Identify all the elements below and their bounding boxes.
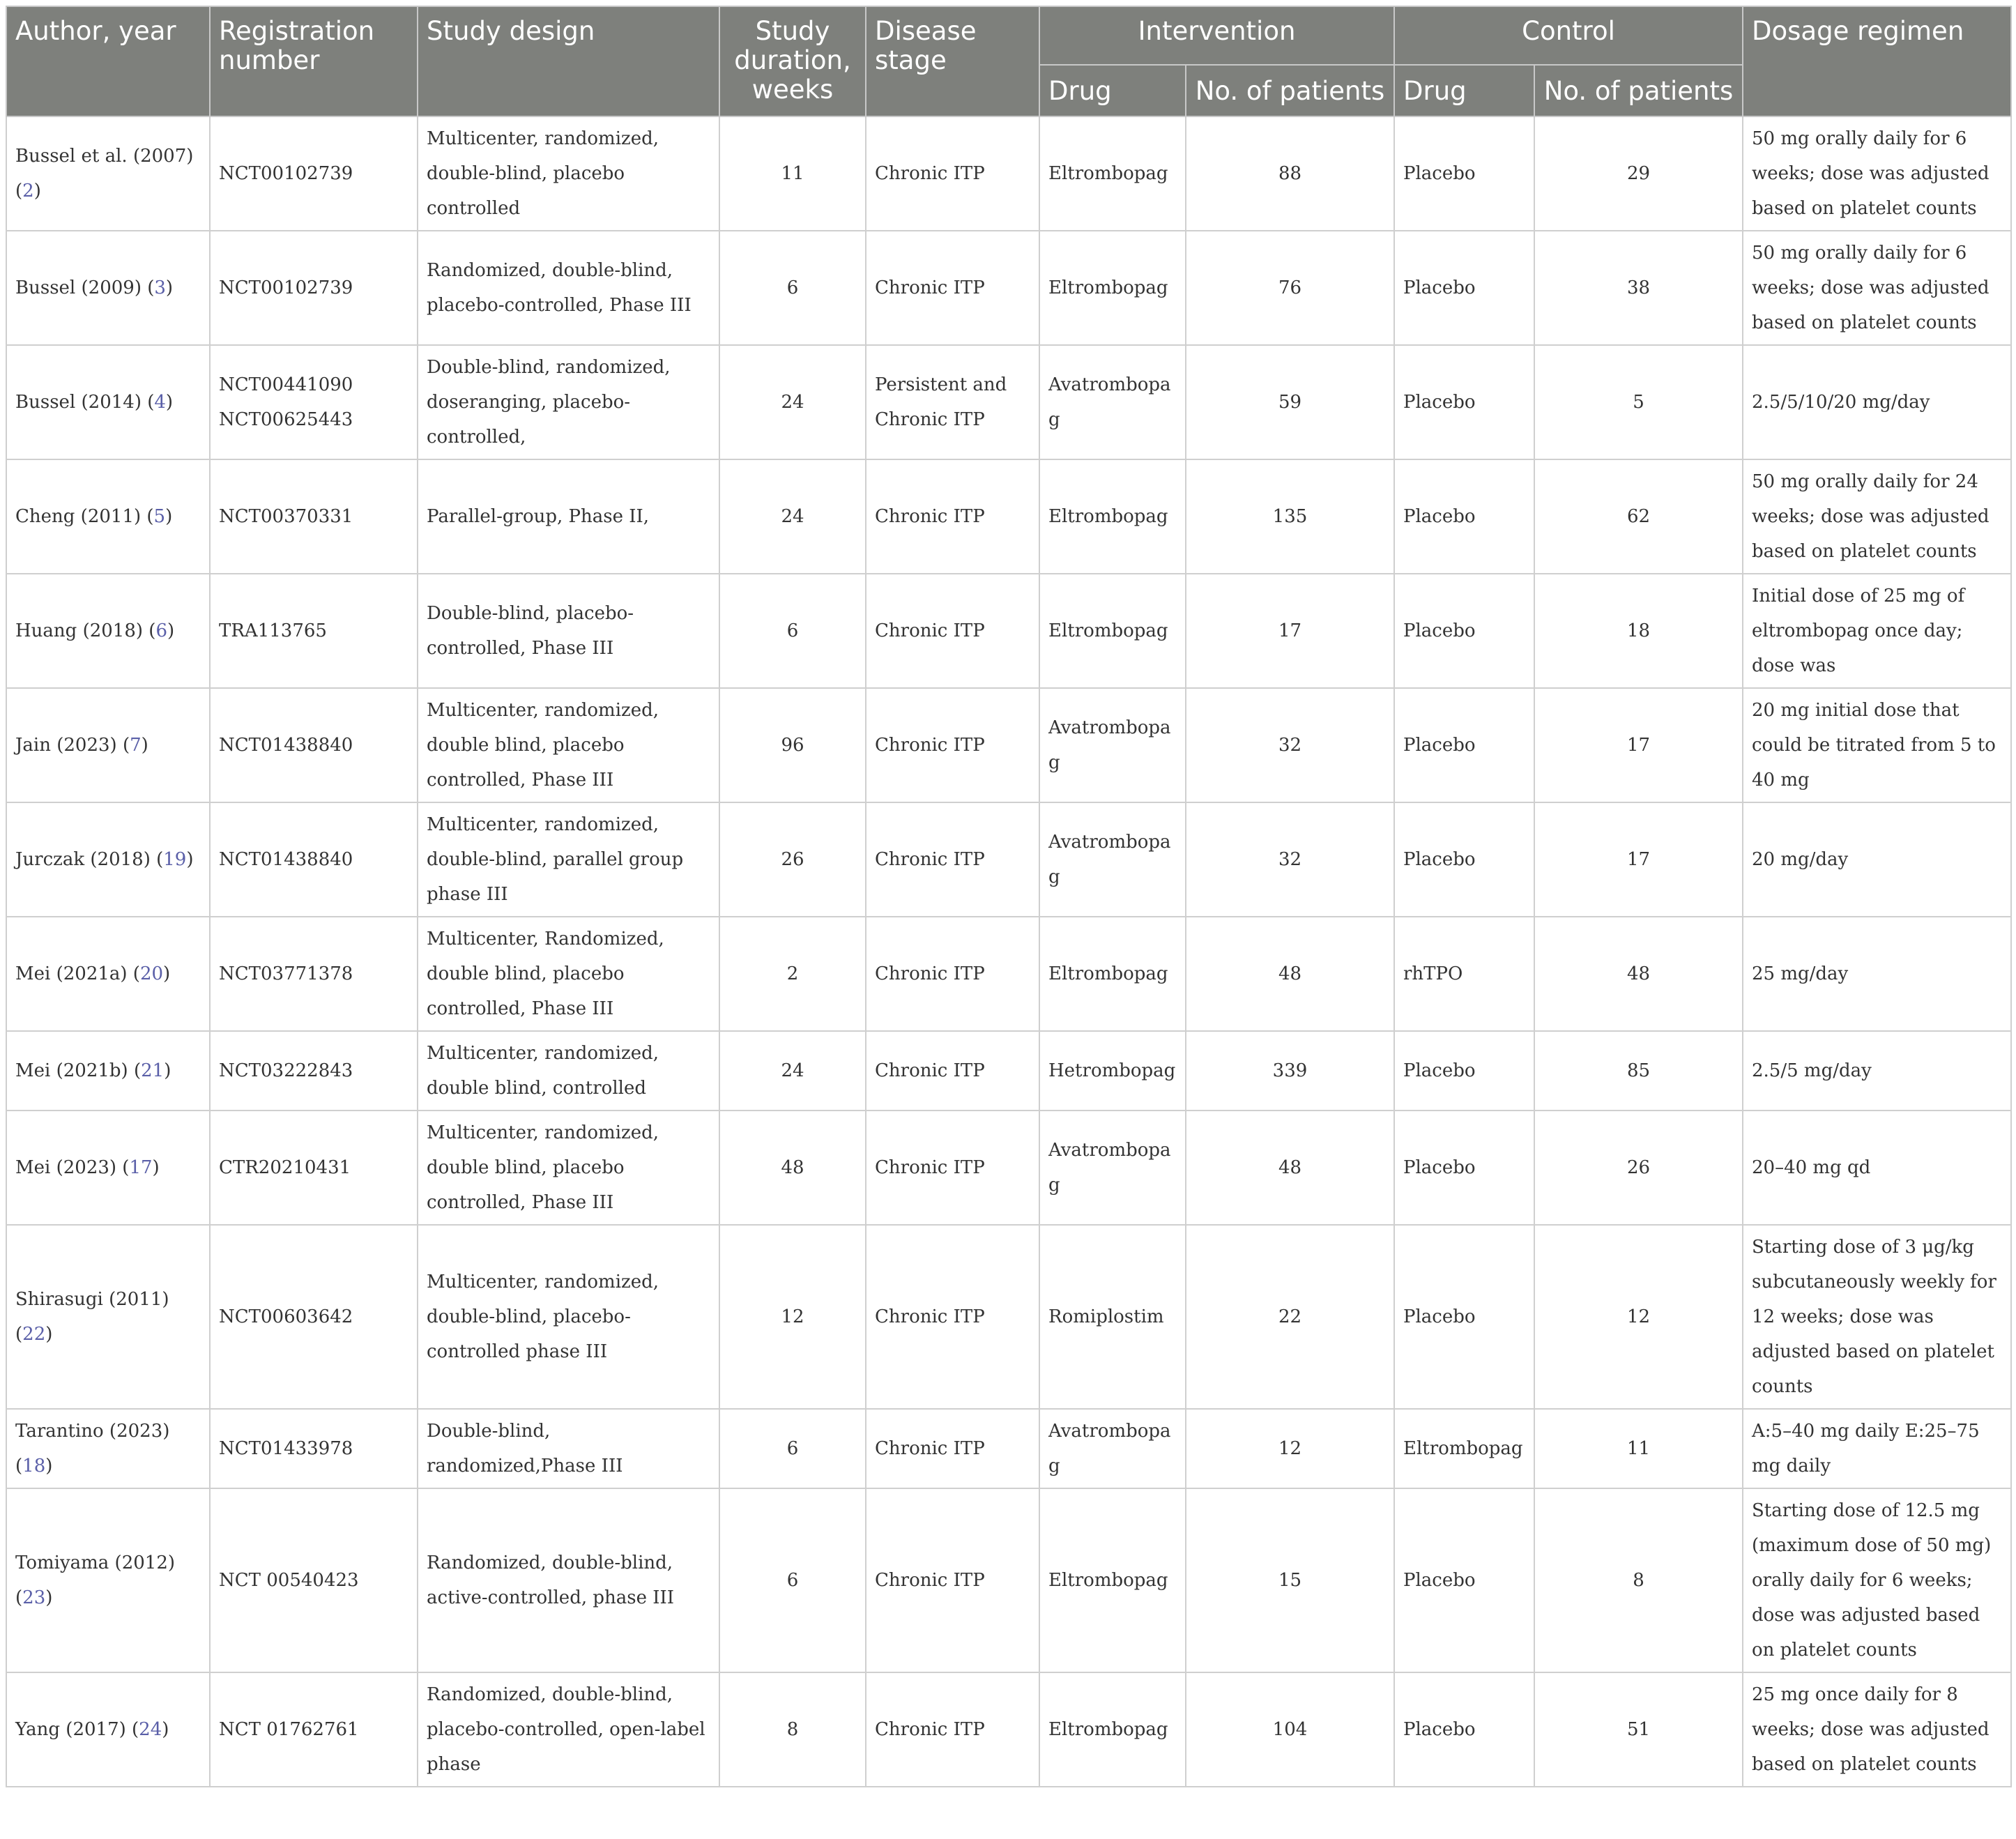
cell-intervention-drug: Eltrombopag <box>1039 1488 1186 1672</box>
cell-intervention-patients: 59 <box>1186 345 1394 459</box>
cell-intervention-drug: Avatrombopag <box>1039 345 1186 459</box>
reference-link[interactable]: 22 <box>22 1324 46 1345</box>
cell-design: Multicenter, randomized, double-blind, placebo-controlled phase III <box>418 1225 719 1409</box>
cell-intervention-drug: Eltrombopag <box>1039 231 1186 345</box>
cell-duration: 24 <box>719 345 866 459</box>
cell-control-patients: 62 <box>1534 459 1743 574</box>
cell-author: Mei (2021a) (20) <box>6 917 210 1031</box>
cell-author: Cheng (2011) (5) <box>6 459 210 574</box>
cell-intervention-drug: Avatrombopag <box>1039 1409 1186 1488</box>
table-row <box>6 574 2011 688</box>
cell-control-patients: 11 <box>1534 1409 1743 1488</box>
cell-stage: Chronic ITP <box>866 688 1039 802</box>
cell-author: Yang (2017) (24) <box>6 1672 210 1787</box>
table-body <box>6 116 2011 1787</box>
cell-author: Tarantino (2023) (18) <box>6 1409 210 1488</box>
cell-intervention-drug: Romiplostim <box>1039 1225 1186 1409</box>
table-row <box>6 345 2011 459</box>
cell-intervention-patients: 88 <box>1186 116 1394 231</box>
reference-link[interactable]: 2 <box>22 181 34 201</box>
cell-control-patients: 26 <box>1534 1111 1743 1225</box>
cell-control-patients: 48 <box>1534 917 1743 1031</box>
cell-stage: Chronic ITP <box>866 1111 1039 1225</box>
cell-stage: Chronic ITP <box>866 1409 1039 1488</box>
cell-duration: 26 <box>719 802 866 917</box>
cell-author: Bussel (2009) (3) <box>6 231 210 345</box>
cell-intervention-drug: Avatrombopag <box>1039 688 1186 802</box>
reference-link[interactable]: 24 <box>139 1719 162 1740</box>
cell-intervention-patients: 48 <box>1186 917 1394 1031</box>
cell-dosage: 20 mg/day <box>1743 802 2011 917</box>
cell-registration: CTR20210431 <box>210 1111 418 1225</box>
cell-dosage: 20 mg initial dose that could be titrated from 5 to 40 mg <box>1743 688 2011 802</box>
cell-registration: NCT 01762761 <box>210 1672 418 1787</box>
cell-author: Jurczak (2018) (19) <box>6 802 210 917</box>
cell-duration: 24 <box>719 1031 866 1111</box>
cell-intervention-drug: Avatrombopag <box>1039 1111 1186 1225</box>
cell-control-drug: Placebo <box>1394 574 1534 688</box>
cell-control-drug: Placebo <box>1394 802 1534 917</box>
cell-design: Randomized, double-blind, active-controlled, phase III <box>418 1488 719 1672</box>
cell-registration: NCT03222843 <box>210 1031 418 1111</box>
cell-stage: Chronic ITP <box>866 116 1039 231</box>
table-row <box>6 1225 2011 1409</box>
cell-registration: NCT01433978 <box>210 1409 418 1488</box>
cell-stage: Persistent and Chronic ITP <box>866 345 1039 459</box>
cell-control-drug: Eltrombopag <box>1394 1409 1534 1488</box>
cell-control-drug: Placebo <box>1394 116 1534 231</box>
cell-intervention-drug: Eltrombopag <box>1039 116 1186 231</box>
cell-dosage: 25 mg once daily for 8 weeks; dose was adjusted based on platelet counts <box>1743 1672 2011 1787</box>
cell-registration: NCT 00540423 <box>210 1488 418 1672</box>
cell-design: Multicenter, Randomized, double blind, placebo controlled, Phase III <box>418 917 719 1031</box>
cell-registration: NCT00441090 NCT00625443 <box>210 345 418 459</box>
cell-dosage: Starting dose of 12.5 mg (maximum dose of 50 mg) orally daily for 6 weeks; dose was adjusted based on platelet counts <box>1743 1488 2011 1672</box>
table-header <box>6 6 2011 116</box>
cell-duration: 6 <box>719 1488 866 1672</box>
header-author: Author, year <box>6 6 210 116</box>
cell-intervention-drug: Eltrombopag <box>1039 917 1186 1031</box>
reference-link[interactable]: 17 <box>129 1157 153 1178</box>
header-registration: Registration number <box>210 6 418 116</box>
cell-control-drug: Placebo <box>1394 1488 1534 1672</box>
reference-link[interactable]: 4 <box>154 392 166 413</box>
cell-dosage: 50 mg orally daily for 6 weeks; dose was adjusted based on platelet counts <box>1743 116 2011 231</box>
cell-intervention-patients: 135 <box>1186 459 1394 574</box>
cell-dosage: 2.5/5/10/20 mg/day <box>1743 345 2011 459</box>
cell-dosage: 50 mg orally daily for 6 weeks; dose was adjusted based on platelet counts <box>1743 231 2011 345</box>
header-control: Control <box>1394 6 1743 65</box>
cell-design: Randomized, double-blind, placebo-controlled, open-label phase <box>418 1672 719 1787</box>
cell-dosage: 50 mg orally daily for 24 weeks; dose was adjusted based on platelet counts <box>1743 459 2011 574</box>
cell-registration: NCT00603642 <box>210 1225 418 1409</box>
study-table-container <box>6 6 2010 1787</box>
cell-registration: NCT01438840 <box>210 688 418 802</box>
cell-control-patients: 17 <box>1534 802 1743 917</box>
cell-duration: 48 <box>719 1111 866 1225</box>
study-characteristics-table <box>6 6 2012 1787</box>
reference-link[interactable]: 18 <box>22 1456 46 1476</box>
cell-control-patients: 5 <box>1534 345 1743 459</box>
cell-control-drug: Placebo <box>1394 459 1534 574</box>
table-row <box>6 1672 2011 1787</box>
cell-control-patients: 17 <box>1534 688 1743 802</box>
header-duration: Study duration, weeks <box>719 6 866 116</box>
cell-control-patients: 8 <box>1534 1488 1743 1672</box>
cell-registration: NCT03771378 <box>210 917 418 1031</box>
cell-intervention-drug: Hetrombopag <box>1039 1031 1186 1111</box>
cell-registration: NCT00102739 <box>210 116 418 231</box>
cell-control-drug: rhTPO <box>1394 917 1534 1031</box>
cell-duration: 6 <box>719 231 866 345</box>
cell-dosage: 20–40 mg qd <box>1743 1111 2011 1225</box>
cell-intervention-drug: Avatrombopag <box>1039 802 1186 917</box>
cell-design: Double-blind, placebo-controlled, Phase III <box>418 574 719 688</box>
header-intervention-drug: Drug <box>1039 65 1186 116</box>
cell-intervention-patients: 15 <box>1186 1488 1394 1672</box>
cell-control-patients: 85 <box>1534 1031 1743 1111</box>
table-row <box>6 459 2011 574</box>
cell-author: Huang (2018) (6) <box>6 574 210 688</box>
cell-design: Multicenter, randomized, double-blind, parallel group phase III <box>418 802 719 917</box>
header-stage: Disease stage <box>866 6 1039 116</box>
table-row <box>6 1488 2011 1672</box>
cell-registration: NCT00102739 <box>210 231 418 345</box>
cell-control-drug: Placebo <box>1394 1031 1534 1111</box>
cell-intervention-patients: 17 <box>1186 574 1394 688</box>
cell-stage: Chronic ITP <box>866 1031 1039 1111</box>
cell-design: Multicenter, randomized, double blind, placebo controlled, Phase III <box>418 1111 719 1225</box>
cell-intervention-patients: 32 <box>1186 802 1394 917</box>
cell-author: Mei (2023) (17) <box>6 1111 210 1225</box>
cell-control-patients: 51 <box>1534 1672 1743 1787</box>
cell-duration: 6 <box>719 1409 866 1488</box>
cell-duration: 24 <box>719 459 866 574</box>
cell-intervention-patients: 76 <box>1186 231 1394 345</box>
cell-dosage: Initial dose of 25 mg of eltrombopag once day; dose was <box>1743 574 2011 688</box>
reference-link[interactable]: 7 <box>130 735 142 756</box>
cell-intervention-patients: 104 <box>1186 1672 1394 1787</box>
cell-duration: 6 <box>719 574 866 688</box>
cell-author: Tomiyama (2012) (23) <box>6 1488 210 1672</box>
table-row <box>6 1111 2011 1225</box>
cell-control-patients: 38 <box>1534 231 1743 345</box>
cell-design: Double-blind, randomized, doseranging, placebo-controlled, <box>418 345 719 459</box>
table-row <box>6 231 2011 345</box>
cell-intervention-patients: 22 <box>1186 1225 1394 1409</box>
cell-dosage: 2.5/5 mg/day <box>1743 1031 2011 1111</box>
cell-stage: Chronic ITP <box>866 459 1039 574</box>
cell-design: Multicenter, randomized, double blind, controlled <box>418 1031 719 1111</box>
table-row <box>6 1409 2011 1488</box>
cell-intervention-patients: 339 <box>1186 1031 1394 1111</box>
reference-link[interactable]: 6 <box>155 620 167 641</box>
cell-control-drug: Placebo <box>1394 1672 1534 1787</box>
reference-link[interactable]: 20 <box>139 963 164 984</box>
cell-control-drug: Placebo <box>1394 688 1534 802</box>
cell-intervention-patients: 12 <box>1186 1409 1394 1488</box>
cell-intervention-drug: Eltrombopag <box>1039 459 1186 574</box>
cell-registration: TRA113765 <box>210 574 418 688</box>
header-dosage: Dosage regimen <box>1743 6 2011 116</box>
cell-control-drug: Placebo <box>1394 345 1534 459</box>
cell-design: Double-blind, randomized,Phase III <box>418 1409 719 1488</box>
table-row <box>6 1031 2011 1111</box>
reference-link[interactable]: 21 <box>141 1060 165 1081</box>
cell-stage: Chronic ITP <box>866 574 1039 688</box>
cell-control-patients: 29 <box>1534 116 1743 231</box>
cell-intervention-drug: Eltrombopag <box>1039 574 1186 688</box>
table-row <box>6 917 2011 1031</box>
cell-control-drug: Placebo <box>1394 1225 1534 1409</box>
cell-registration: NCT01438840 <box>210 802 418 917</box>
reference-link[interactable]: 19 <box>163 849 187 870</box>
cell-control-drug: Placebo <box>1394 1111 1534 1225</box>
cell-author: Shirasugi (2011) (22) <box>6 1225 210 1409</box>
cell-dosage: A:5–40 mg daily E:25–75 mg daily <box>1743 1409 2011 1488</box>
cell-control-drug: Placebo <box>1394 231 1534 345</box>
cell-design: Multicenter, randomized, double blind, placebo controlled, Phase III <box>418 688 719 802</box>
reference-link[interactable]: 3 <box>154 277 166 298</box>
cell-duration: 12 <box>719 1225 866 1409</box>
cell-duration: 96 <box>719 688 866 802</box>
cell-design: Parallel-group, Phase II, <box>418 459 719 574</box>
header-intervention-patients: No. of patients <box>1186 65 1394 116</box>
cell-author: Bussel (2014) (4) <box>6 345 210 459</box>
cell-stage: Chronic ITP <box>866 1488 1039 1672</box>
cell-stage: Chronic ITP <box>866 231 1039 345</box>
reference-link[interactable]: 5 <box>153 506 166 527</box>
cell-stage: Chronic ITP <box>866 917 1039 1031</box>
table-row <box>6 116 2011 231</box>
table-row <box>6 688 2011 802</box>
cell-author: Bussel et al. (2007) (2) <box>6 116 210 231</box>
cell-stage: Chronic ITP <box>866 1225 1039 1409</box>
cell-intervention-patients: 32 <box>1186 688 1394 802</box>
table-row <box>6 802 2011 917</box>
cell-author: Mei (2021b) (21) <box>6 1031 210 1111</box>
header-intervention: Intervention <box>1039 6 1394 65</box>
cell-control-patients: 18 <box>1534 574 1743 688</box>
cell-dosage: 25 mg/day <box>1743 917 2011 1031</box>
cell-author: Jain (2023) (7) <box>6 688 210 802</box>
header-design: Study design <box>418 6 719 116</box>
cell-design: Randomized, double-blind, placebo-controlled, Phase III <box>418 231 719 345</box>
cell-intervention-drug: Eltrombopag <box>1039 1672 1186 1787</box>
cell-duration: 11 <box>719 116 866 231</box>
cell-dosage: Starting dose of 3 μg/kg subcutaneously weekly for 12 weeks; dose was adjusted based on platelet counts <box>1743 1225 2011 1409</box>
cell-design: Multicenter, randomized, double-blind, placebo controlled <box>418 116 719 231</box>
cell-stage: Chronic ITP <box>866 802 1039 917</box>
cell-control-patients: 12 <box>1534 1225 1743 1409</box>
cell-duration: 2 <box>719 917 866 1031</box>
reference-link[interactable]: 23 <box>22 1587 46 1608</box>
cell-stage: Chronic ITP <box>866 1672 1039 1787</box>
header-control-patients: No. of patients <box>1534 65 1743 116</box>
cell-duration: 8 <box>719 1672 866 1787</box>
cell-intervention-patients: 48 <box>1186 1111 1394 1225</box>
header-control-drug: Drug <box>1394 65 1534 116</box>
cell-registration: NCT00370331 <box>210 459 418 574</box>
